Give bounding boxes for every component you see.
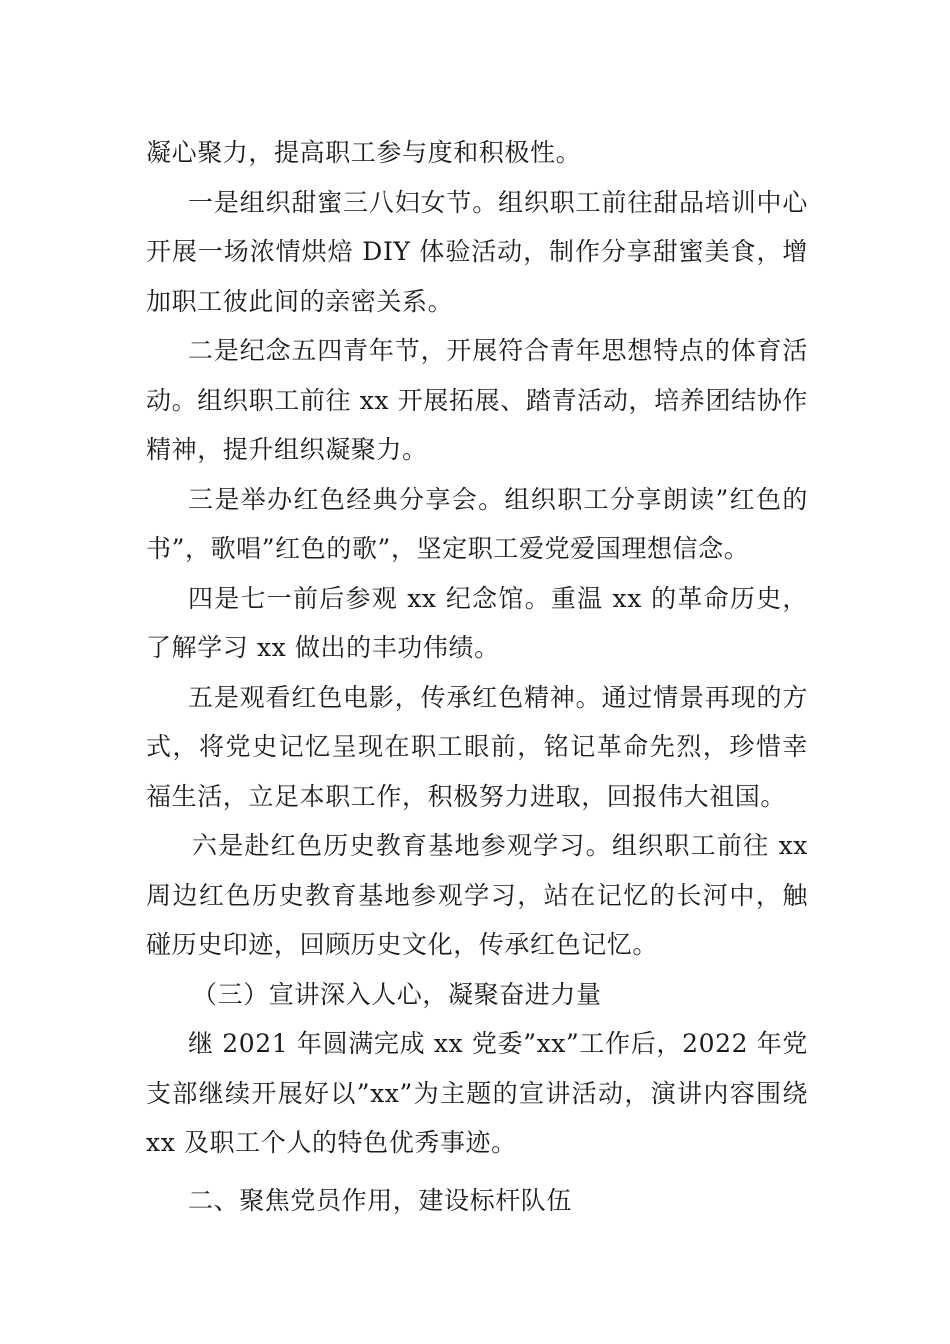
- paragraph-item-five: 五是观看红色电影，传承红色精神。通过情景再现的方式，将党史记忆呈现在职工眼前，铭记革命先烈，珍惜幸福生活，立足本职工作，积极努力进取，回报伟大祖国。: [146, 682, 808, 811]
- subsection-heading: （三）宣讲深入人心，凝聚奋进力量: [192, 979, 602, 1009]
- section-heading: 二、聚焦党员作用，建设标杆队伍: [188, 1185, 573, 1215]
- paragraph-item-three: 三是举办红色经典分享会。组织职工分享朗读”红色的书”，歌唱”红色的歌”，坚定职工爱党爱国理想信念。: [146, 484, 808, 563]
- paragraph-item-two: 二是纪念五四青年节，开展符合青年思想特点的体育活动。组织职工前往 xx 开展拓展、踏青活动，培养团结协作精神，提升组织凝聚力。: [146, 336, 808, 464]
- paragraph-item-six: 六是赴红色历史教育基地参观学习。组织职工前往 xx 周边红色历史教育基地参观学习，站在记忆的长河中，触碰历史印迹，回顾历史文化，传承红色记忆。: [146, 831, 808, 959]
- paragraph-item-one: 一是组织甜蜜三八妇女节。组织职工前往甜品培训中心开展一场浓情烘焙 DIY 体验活动，制作分享甜蜜美食，增加职工彼此间的亲密关系。: [146, 187, 808, 316]
- paragraph-continuation: 凝心聚力，提高职工参与度和积极性。: [146, 138, 582, 167]
- paragraph-item-four: 四是七一前后参观 xx 纪念馆。重温 xx 的革命历史，了解学习 xx 做出的丰功伟绩。: [146, 583, 808, 662]
- document-body: [146, 128, 808, 1225]
- paragraph-lecture: 继 2021 年圆满完成 xx 党委”xx”工作后，2022 年党支部继续开展好以”xx”为主题的宣讲活动，演讲内容围绕 xx 及职工个人的特色优秀事迹。: [146, 1029, 808, 1157]
